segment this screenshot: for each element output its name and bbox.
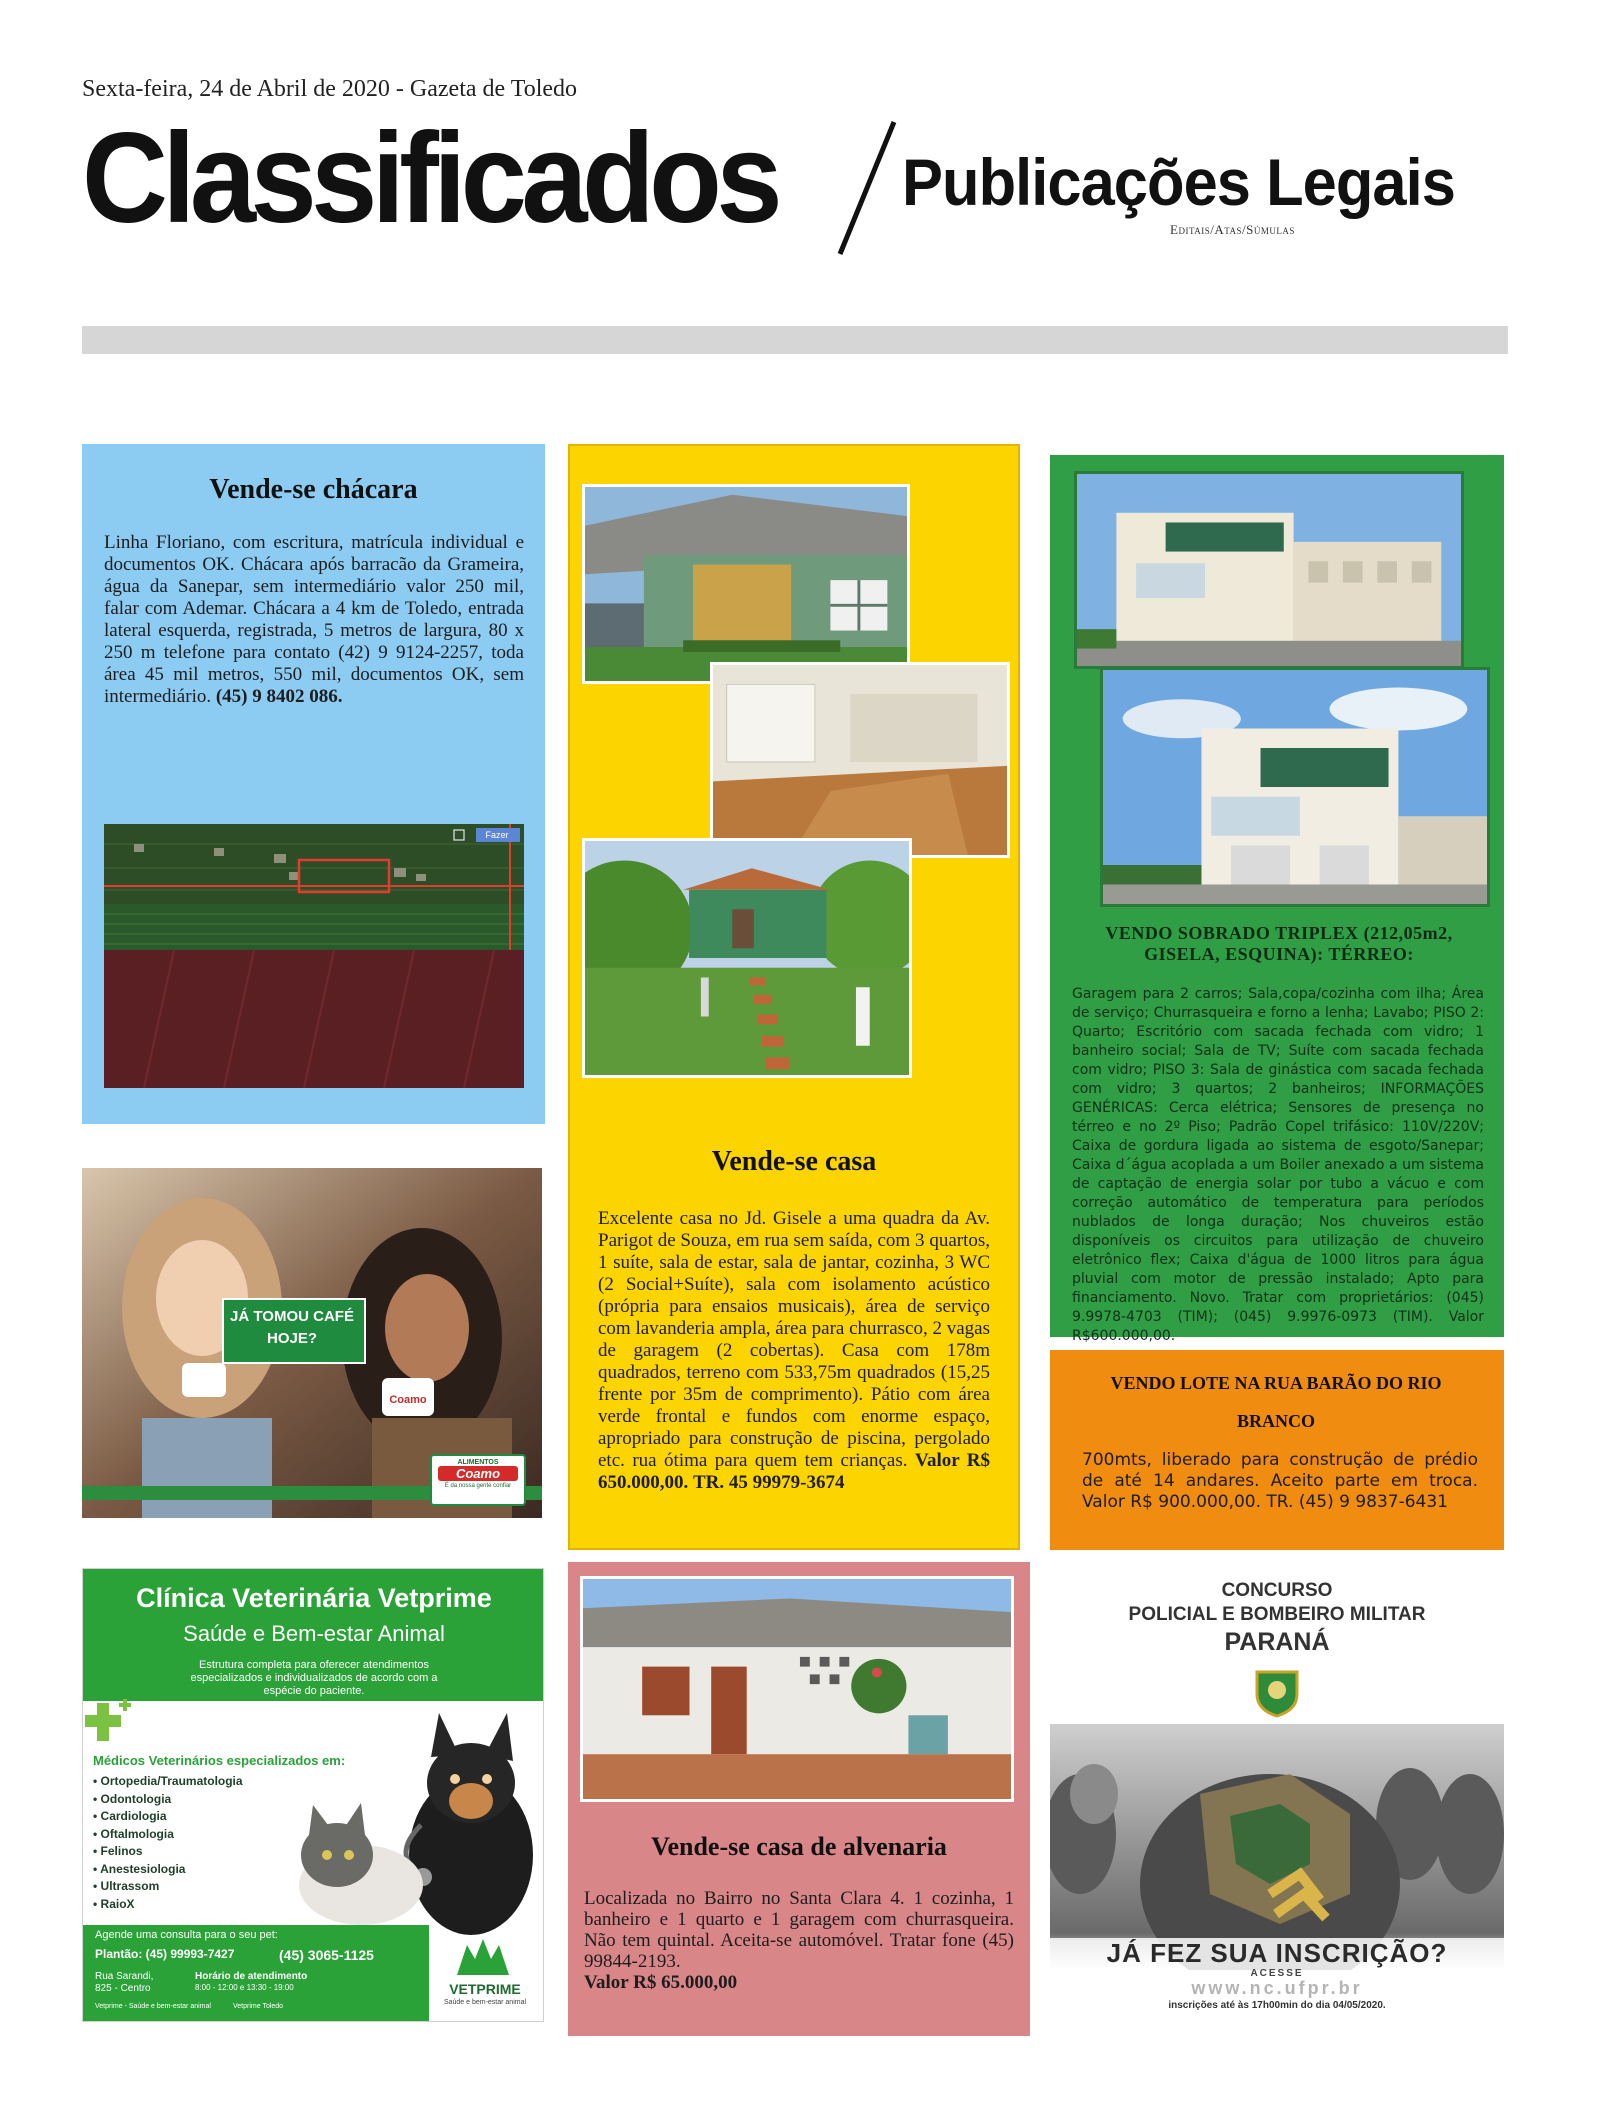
concurso-url[interactable]: www.nc.ufpr.br: [1191, 1978, 1363, 1998]
casa-phone: TR. 45 99979-3674: [693, 1472, 845, 1493]
vet-specialty: • Felinos: [93, 1844, 143, 1858]
vetprime-ad: [82, 1568, 544, 2022]
vet-phone: (45) 3065-1125: [279, 1947, 374, 1963]
concurso-access: ACESSE: [1250, 1968, 1304, 1979]
vet-specialty: • Cardiologia: [93, 1809, 167, 1823]
vet-cta: Agende uma consulta para o seu pet:: [95, 1929, 278, 1941]
casa-description: Excelente casa no Jd. Gisele a uma quadra da Av. Parigot de Souza, em rua sem saída, com 3 quartos, 1 suíte, sala de estar, sala de jantar, cozinha, 3 WC (2 Social+Suíte), sala com isolamento acústico (própria para ensaios musicais), área de serviço com lavanderia ampla, área para churrasco, 2 vagas de garagem (2 cobertas). Casa com 178m quadrados, terreno com 533,75m quadrados (15,25 frente por 35m de comprimento). Pátio com área verde frontal e fundos com enorme espaço, apropriado para construção de piscina, pergolado etc. rua ótima para quem tem crianças.: [598, 1208, 990, 1471]
vet-phone-emergency: Plantão: (45) 99993-7427: [95, 1947, 235, 1961]
coamo-brand-small: ALIMENTOS: [457, 1459, 499, 1466]
coamo-headline: JÁ TOMOU CAFÉ HOJE?: [230, 1308, 354, 1347]
vet-logo: VETPRIME: [449, 1981, 521, 1997]
chacara-title: Vende-se chácara: [209, 474, 418, 505]
lote-title: VENDO LOTE NA RUA BARÃO DO RIO BRANCO: [1110, 1373, 1442, 1431]
classified-lote: [1050, 1350, 1504, 1550]
vet-address-line2: 825 - Centro: [95, 1983, 151, 1994]
alvenaria-text: [584, 1888, 1014, 1993]
vet-specialty: • Oftalmologia: [93, 1826, 174, 1841]
parana-crest-icon: [1253, 1666, 1301, 1718]
chacara-text: [104, 532, 524, 708]
classified-chacara: [82, 444, 545, 1124]
lote-text: 700mts, liberado para construção de prédio de até 14 andares. Aceito parte em troca. Valor R$ 900.000,00. TR. (45) 9 9837-6431: [1082, 1450, 1478, 1512]
sobrado-photo-2: [1100, 667, 1490, 907]
coamo-logo: [430, 1454, 526, 1506]
alvenaria-photo: [580, 1576, 1014, 1802]
vet-hours-title: Horário de atendimento: [195, 1971, 308, 1982]
vet-specialty: • Ortopedia/Traumatologia: [93, 1774, 243, 1788]
vet-specialty: • Odontologia: [93, 1791, 172, 1806]
vet-specialty: • RaioX: [93, 1896, 135, 1911]
vet-specialty: • Anestesiologia: [93, 1861, 186, 1876]
concurso-deadline: inscrições até às 17h00min do dia 04/05/2020.: [1168, 2000, 1386, 2011]
vet-social-2[interactable]: Vetprime Toledo: [233, 2003, 284, 2010]
masthead-tagline: Editais/Atas/Súmulas: [1170, 222, 1295, 237]
vet-pets-illustration: [271, 1705, 541, 1935]
vet-specialty: • Ultrassom: [93, 1879, 160, 1893]
masthead: [82, 104, 1522, 254]
concurso-soldiers-photo: [1050, 1724, 1504, 1970]
masthead-title: Classificados: [82, 107, 777, 250]
coamo-slogan: É da nossa gente confiar: [444, 1483, 512, 1489]
map-button[interactable]: Fazer: [485, 830, 509, 840]
header-divider-bar: [82, 326, 1508, 354]
concurso-line2: POLICIAL E BOMBEIRO MILITAR: [1128, 1604, 1426, 1625]
chacara-map: [104, 824, 524, 1088]
vet-subtitle: Saúde e Bem-estar Animal: [183, 1621, 445, 1646]
classified-casa: [568, 444, 1020, 1550]
concurso-ad: [1050, 1570, 1504, 2018]
masthead-slash: [832, 118, 902, 258]
sobrado-title: VENDO SOBRADO TRIPLEX (212,05m2, GISELA, ESQUINA): TÉRREO:: [1105, 923, 1453, 964]
vet-hours: 8:00 - 12:00 e 13:30 - 19:00: [195, 1983, 294, 1992]
vet-logo-tag: Saúde e bem-estar animal: [443, 1999, 527, 2006]
alvenaria-price: Valor R$ 65.000,00: [584, 1972, 738, 1993]
chacara-description: Linha Floriano, com escritura, matrícula individual e documentos OK. Chácara após barracão da Grameira, água da Sanepar, sem intermediário valor 250 mil, falar com Ademar. Chácara a 4 km de Toledo, entrada lateral esquerda, registrada, 5 metros de largura, 80 x 250 m telefone para contato (42) 9 9124-2257, toda área 45 mil metros, 550 mil, documentos OK, sem intermediário.: [104, 532, 524, 707]
alvenaria-description: Localizada no Bairro no Santa Clara 4. 1 cozinha, 1 banheiro e 1 quarto e 1 garagem com churrasqueira. Não tem quintal. Aceita-se automóvel. Tratar fone (45) 99844-2193.: [584, 1888, 1014, 1972]
coamo-brand: Coamo: [438, 1466, 518, 1481]
concurso-line1: CONCURSO: [1221, 1580, 1333, 1601]
vet-specialties-title: Médicos Veterinários especializados em:: [93, 1753, 346, 1768]
casa-text: [598, 1208, 990, 1494]
masthead-subtitle: Publicações Legais: [902, 145, 1455, 219]
casa-photo-room: [710, 662, 1010, 858]
dateline: Sexta-feira, 24 de Abril de 2020 - Gazeta de Toledo: [82, 76, 578, 102]
vet-specialties-list: [93, 1773, 293, 1913]
sobrado-photo-1: [1074, 471, 1464, 669]
vet-description: Estrutura completa para oferecer atendimentos especializados e individualizados de acordo com a espécie do paciente.: [190, 1659, 438, 1697]
vet-social-1[interactable]: Vetprime - Saúde e bem-estar animal: [95, 2003, 211, 2010]
concurso-question: JÁ FEZ SUA INSCRIÇÃO?: [1106, 1938, 1448, 1968]
vet-title: Clínica Veterinária Vetprime: [136, 1583, 492, 1613]
sobrado-text: Garagem para 2 carros; Sala,copa/cozinha com ilha; Área de serviço; Churrasqueira e forno a lenha; Lavabo; PISO 2: Quarto; Escritório com sacada fechada com vidro; 1 banheiro social; Sala de TV; Suíte com sacada fechada com vidro; PISO 3: Sala de ginástica com sacada fechada com vidro; 3 quartos; 2 banheiros; INFORMAÇÕES GENÉRICAS: Cerca elétrica; Sensores de presença no térreo e no 2º Piso; Padrão Copel trifásico: 110V/220V; Caixa de gordura ligada ao sistema de esgoto/Sanepar; Caixa d´água acoplada a um Boiler anexado a um sistema de captação de energia solar por tubo a vácuo e com correção automático de temperatura para períodos nublados de longa duração; Nos chuveiros estão disponíveis os circuitos para utilização de chuveiro eletrônico flex; Caixa d'água de 1000 litros para água pluvial com motor de pressão instalado; Apto para financiamento. Novo. Tratar com proprietários: (045) 9.9978-4703 (TIM); (045) 9.9976-0973 (TIM). Valor R$600.000,00.: [1072, 986, 1484, 1344]
vet-address-line1: Rua Sarandi,: [95, 1971, 154, 1982]
casa-price: Valor R$ 650.000,00.: [598, 1450, 990, 1493]
chacara-phone: (45) 9 8402 086.: [215, 686, 343, 707]
alvenaria-title: Vende-se casa de alvenaria: [651, 1832, 947, 1861]
coamo-coffee-ad: [82, 1168, 542, 1518]
classified-sobrado: [1050, 455, 1504, 1344]
vet-plus-icon: [83, 1699, 133, 1749]
classified-alvenaria: [568, 1562, 1030, 2036]
casa-photo-backyard: [582, 838, 912, 1078]
casa-title: Vende-se casa: [711, 1146, 877, 1177]
vet-logo-icon: [453, 1935, 513, 1981]
concurso-line3: PARANÁ: [1224, 1628, 1330, 1656]
coamo-cup-brand: Coamo: [389, 1394, 427, 1406]
casa-photo-front: [582, 484, 910, 684]
